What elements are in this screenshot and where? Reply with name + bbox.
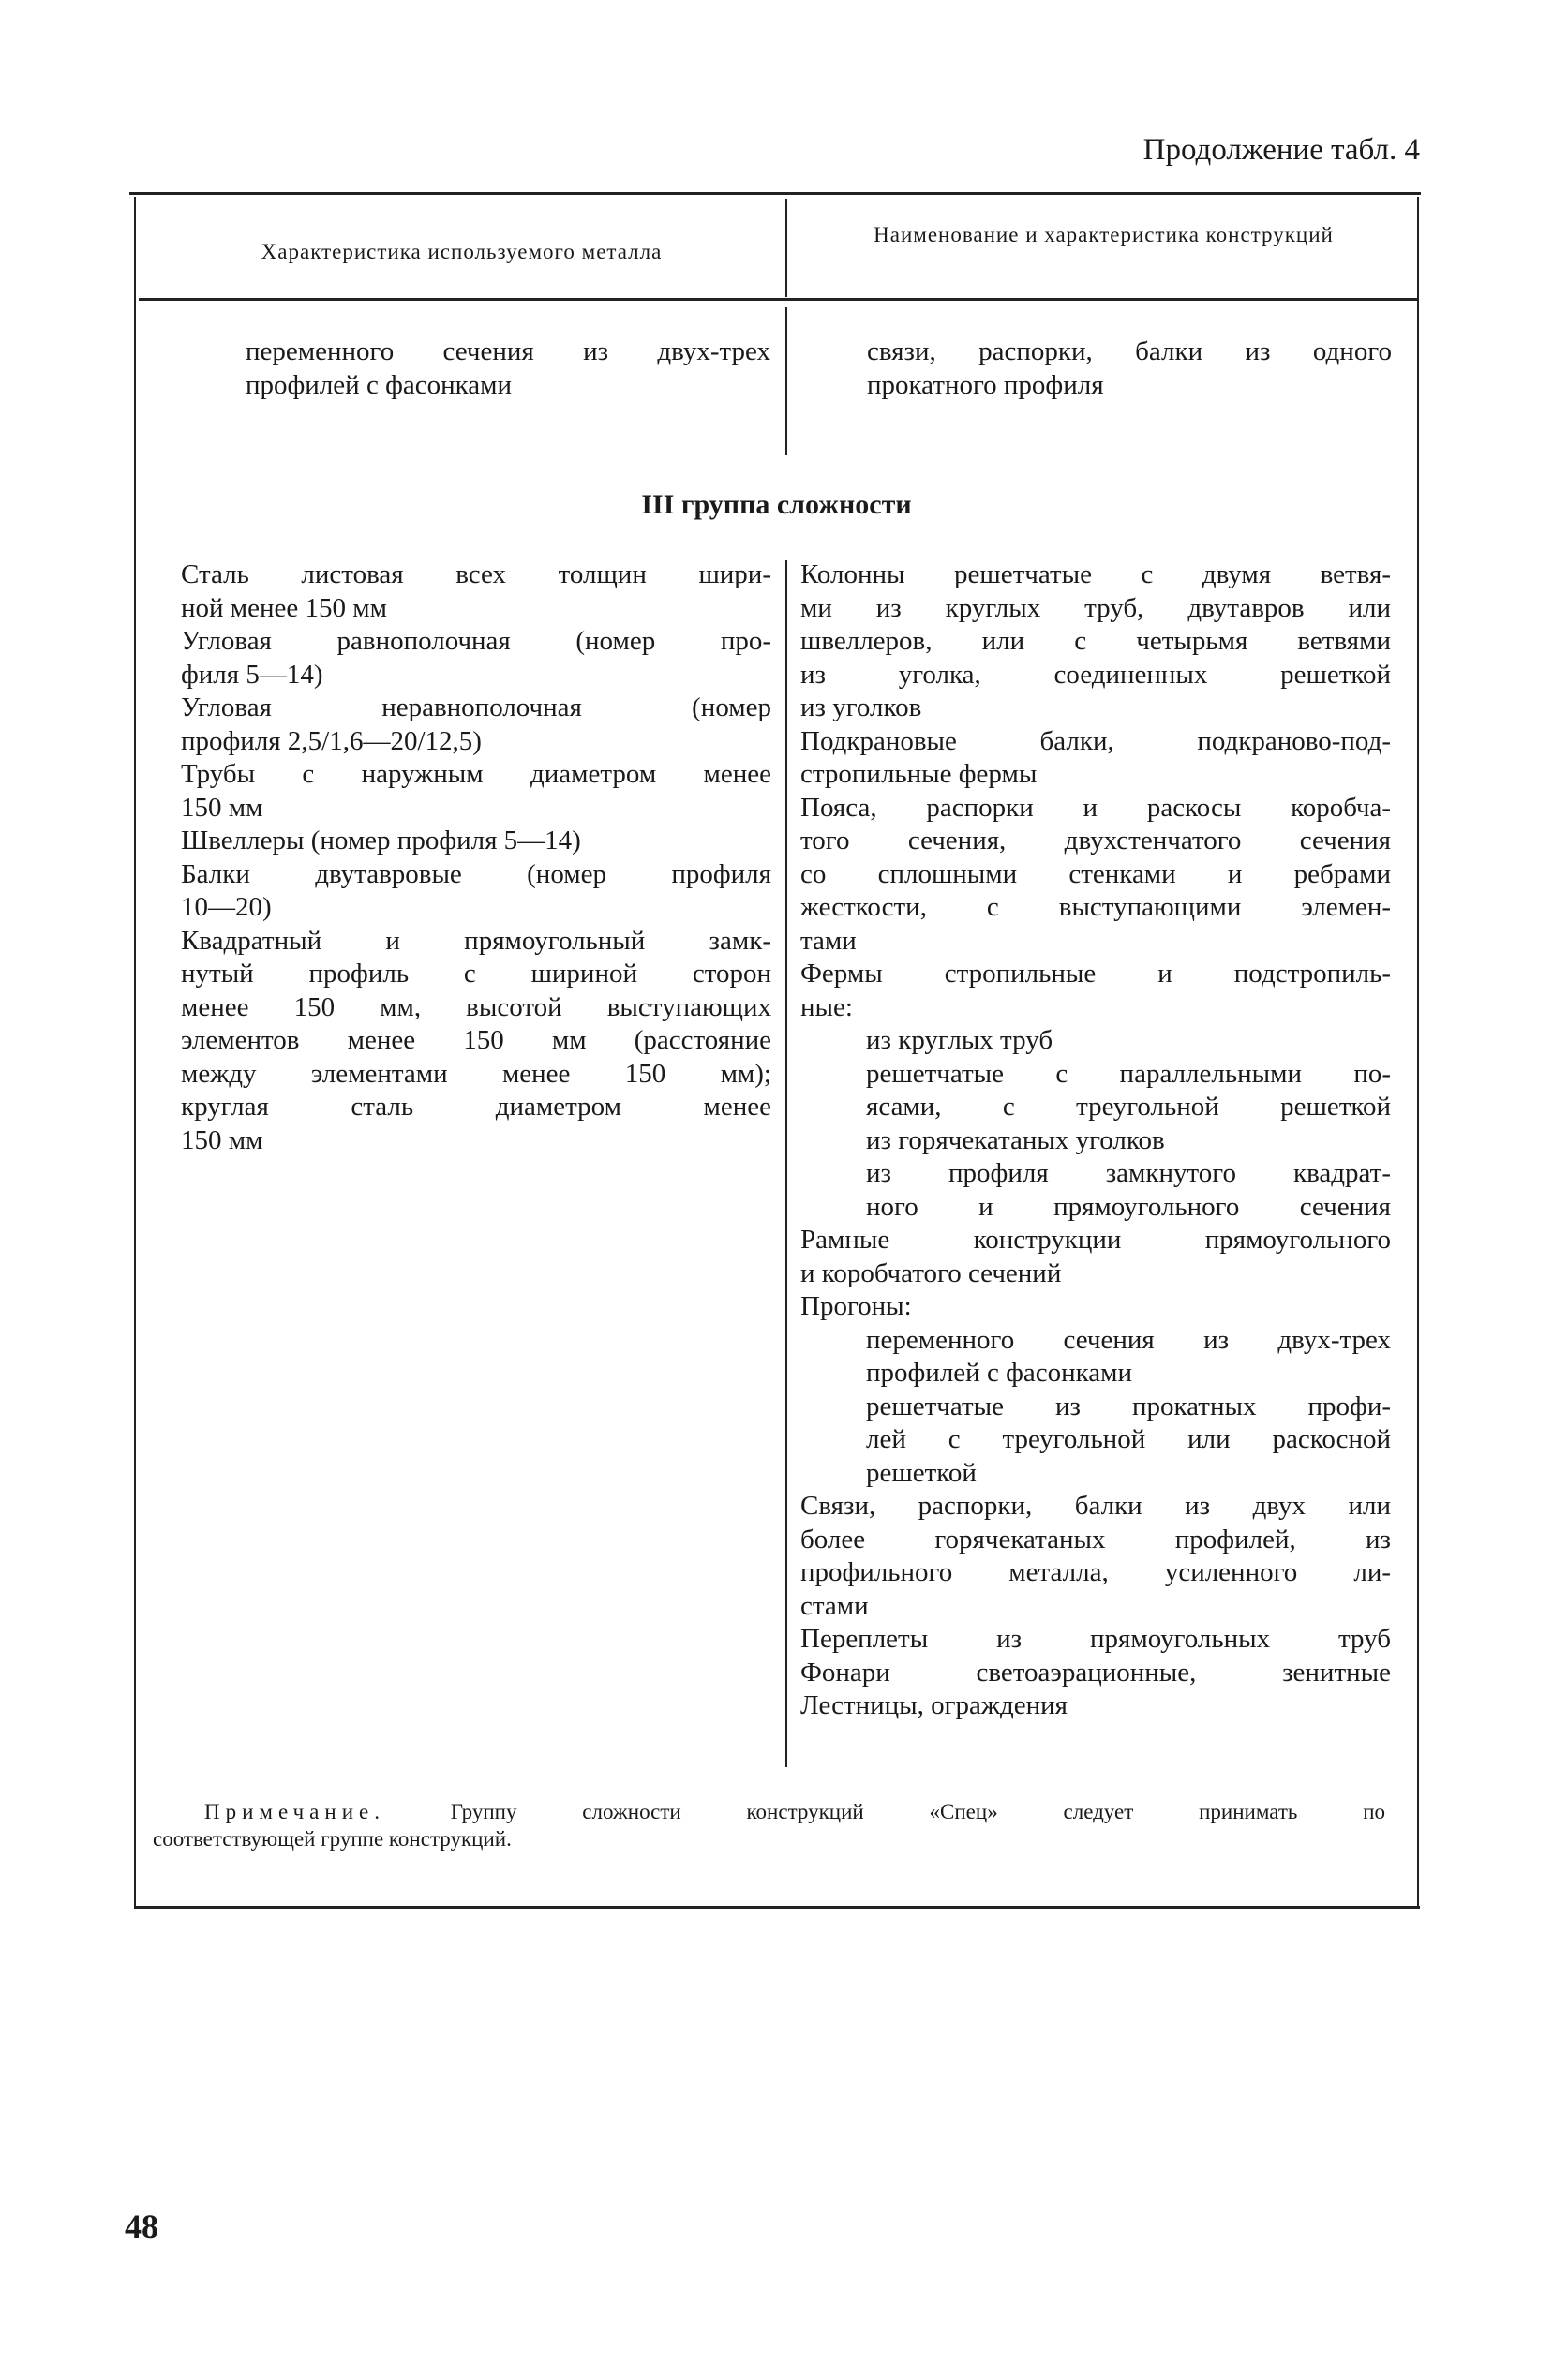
text-line: между элементами менее 150 мм); <box>181 1058 771 1089</box>
text-line: круглая сталь диаметром менее <box>181 1092 771 1122</box>
text-line: нутый профиль с шириной сторон <box>181 959 771 989</box>
table-bottom-rule <box>134 1906 1420 1909</box>
text-line: связи, распорки, балки из одного <box>867 336 1392 366</box>
text-line: Переплеты из прямоугольных труб <box>800 1624 1391 1654</box>
text-line: элементов менее 150 мм (расстояние <box>181 1025 771 1055</box>
text-line: Квадратный и прямоугольный замк- <box>181 925 771 956</box>
text-line: Угловая неравнополочная (номер <box>181 692 771 722</box>
text-line: решеткой <box>866 1457 977 1488</box>
text-line: более горячекатаных профилей, из <box>800 1524 1391 1554</box>
text-line: ми из круглых труб, двутавров или <box>800 592 1391 623</box>
text-line: со сплошными стенками и ребрами <box>800 858 1391 889</box>
text-line: из уголков <box>800 692 922 722</box>
text-line: из круглых труб <box>866 1025 1053 1055</box>
text-line: решетчатые из прокатных профи- <box>866 1391 1391 1421</box>
text-line: профиля 2,5/1,6—20/12,5) <box>181 725 482 756</box>
text-line: Фонари светоаэрационные, зенитные <box>800 1657 1391 1688</box>
text-line: 150 мм <box>181 1124 263 1155</box>
text-line: Лестницы, ограждения <box>800 1690 1068 1720</box>
text-line: Прогоны: <box>800 1291 912 1321</box>
text-line: лей с треугольной или раскосной <box>866 1424 1391 1454</box>
text-line: стами <box>800 1590 869 1621</box>
text-line: Сталь листовая всех толщин шири- <box>181 559 771 589</box>
text-line: Швеллеры (номер профиля 5—14) <box>181 826 581 855</box>
header-divider <box>785 199 787 297</box>
text-line: швеллеров, или с четырьмя ветвями <box>800 626 1391 656</box>
text-line: Колонны решетчатые с двумя ветвя- <box>800 559 1391 589</box>
text-line: 10—20) <box>181 892 272 922</box>
table-right-border <box>1417 197 1419 1908</box>
text-line: того сечения, двухстенчатого сечения <box>800 826 1391 855</box>
text-line: Угловая равнополочная (номер про- <box>181 626 771 656</box>
right-column <box>800 558 1391 1723</box>
text-line: профилей с фасонками <box>866 1358 1133 1388</box>
column-divider-top <box>785 307 787 455</box>
text-line: Связи, распорки, балки из двух или <box>800 1491 1391 1521</box>
text-line: Фермы стропильные и подстропиль- <box>800 959 1391 989</box>
note-text: Группу сложности конструкций «Спец» следует принимать по <box>450 1800 1386 1823</box>
table-left-border <box>134 197 136 1908</box>
text-line: Балки двутавровые (номер профиля <box>181 858 771 889</box>
page-number: 48 <box>125 2208 158 2245</box>
text-line: профильного металла, усиленного ли- <box>800 1557 1391 1587</box>
text-line: жесткости, с выступающими элемен- <box>800 892 1391 922</box>
text-line: Пояса, распорки и раскосы коробча- <box>800 792 1391 823</box>
text-line: профилей с фасонками <box>246 369 513 400</box>
text-line: Трубы с наружным диаметром менее <box>181 759 771 789</box>
text-line: Рамные конструкции прямоугольного <box>800 1225 1391 1255</box>
note-line-1 <box>204 1800 1385 1824</box>
text-line: филя 5—14) <box>181 659 323 690</box>
left-column <box>181 558 771 1157</box>
text-line: переменного сечения из двух-трех <box>866 1324 1391 1355</box>
text-line: из профиля замкнутого квадрат- <box>866 1158 1391 1188</box>
table-continuation-label: Продолжение табл. 4 <box>1142 133 1420 167</box>
column-header-metal: Характеристика используемого металла <box>261 240 663 263</box>
text-line: ные: <box>800 991 853 1022</box>
group-title: III группа сложности <box>641 489 912 520</box>
column-divider <box>785 560 787 1767</box>
text-line: менее 150 мм, высотой выступающих <box>181 991 771 1022</box>
text-line: и коробчатого сечений <box>800 1257 1062 1288</box>
text-line: тами <box>800 925 857 956</box>
table-top-rule <box>129 192 1421 195</box>
text-line: Подкрановые балки, подкраново-под- <box>800 725 1391 756</box>
text-line: переменного сечения из двух-трех <box>246 336 770 366</box>
text-line: решетчатые с параллельными по- <box>866 1058 1391 1089</box>
header-bottom-rule <box>139 298 1417 301</box>
note-label: Примечание. <box>204 1800 385 1823</box>
note-line-2: соответствующей группе конструкций. <box>153 1827 512 1851</box>
text-line: из уголка, соединенных решеткой <box>800 659 1391 690</box>
text-line: прокатного профиля <box>867 369 1104 400</box>
column-header-constructions: Наименование и характеристика конструкций <box>874 223 1334 246</box>
text-line: стропильные фермы <box>800 759 1038 789</box>
text-line: ной менее 150 мм <box>181 592 387 623</box>
text-line: из горячекатаных уголков <box>866 1124 1165 1155</box>
top-row-right <box>867 335 1392 402</box>
text-line: ного и прямоугольного сечения <box>866 1191 1391 1222</box>
text-line: 150 мм <box>181 792 263 823</box>
text-line: ясами, с треугольной решеткой <box>866 1092 1391 1122</box>
top-row-left <box>246 335 770 402</box>
